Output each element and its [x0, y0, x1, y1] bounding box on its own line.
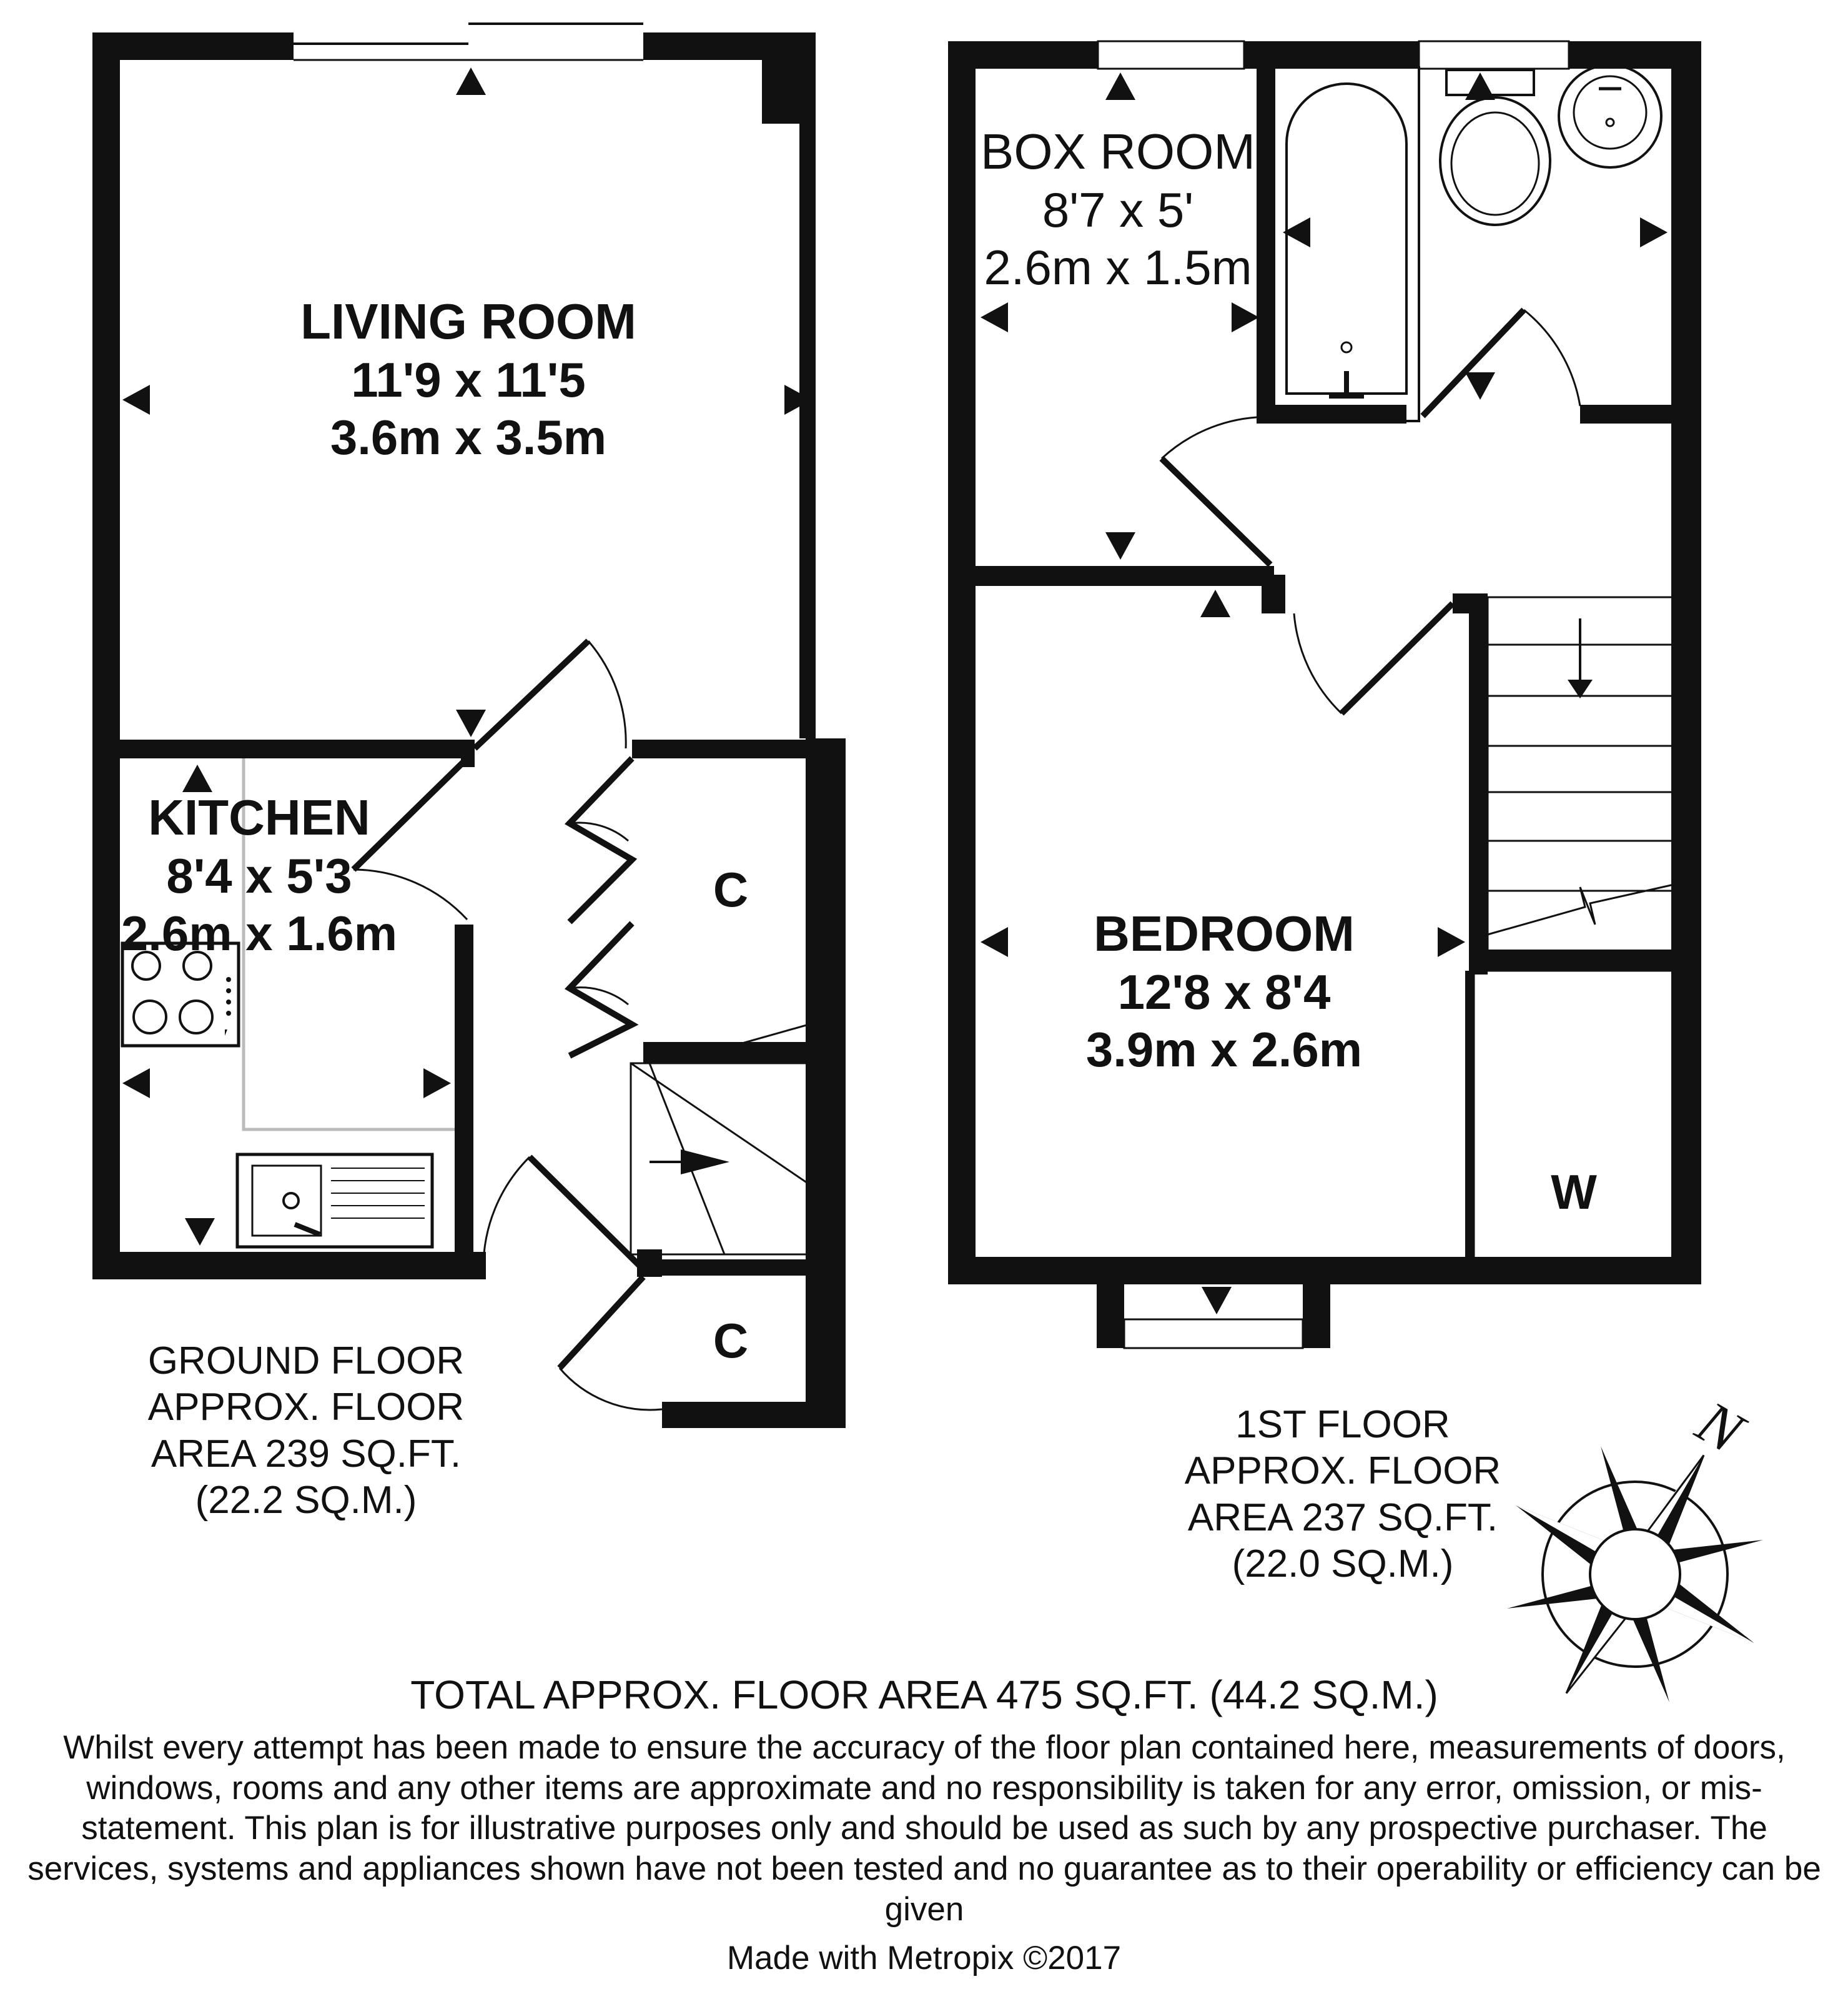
stair-line: [631, 1063, 813, 1187]
ground-wall-west: [92, 32, 120, 1279]
floor-area-sqm: (22.2 SQ.M.): [195, 1479, 417, 1522]
cupboard-label: C: [713, 1313, 749, 1368]
door-swing: [1524, 310, 1580, 406]
floor-title: 1ST FLOOR: [1235, 1403, 1450, 1446]
box-room-label: [962, 122, 1274, 296]
cupboard-label: C: [713, 862, 749, 917]
room-metric: 3.9m x 2.6m: [1085, 1022, 1363, 1078]
room-name: LIVING ROOM: [300, 294, 636, 349]
door-swing: [483, 1157, 530, 1271]
lower-cupboard-wall: [643, 1259, 831, 1276]
kitchen-label: [112, 788, 406, 962]
bath: [1274, 67, 1419, 421]
ground-wall-south-c: [662, 1402, 846, 1428]
floor-title: GROUND FLOOR: [147, 1339, 465, 1382]
wardrobe-door-panel: [1465, 1118, 1474, 1268]
total-floor-area: TOTAL APPROX. FLOOR AREA 475 SQ.FT. (44.2 SQ.M.): [410, 1672, 1438, 1717]
basin-drain: [1606, 119, 1614, 126]
room-imperial: 8'4 x 5'3: [166, 848, 352, 904]
box-room-door: [1162, 459, 1270, 565]
living-room-label: [287, 292, 650, 466]
disclaimer-text: Whilst every attempt has been made to ensure the accuracy of the floor plan contained here, measurements of doors, windows, rooms and any other items are approximate and no responsibility is taken for any error, omission, or mis-statement. This plan is for illustrative purposes only and should be used as such by any prospective purchaser. The services, systems and appliances shown have not been tested and no guarantee as to their operability or efficiency can be given: [27, 1729, 1821, 1928]
ground-floor-area: [112, 1338, 500, 1524]
kitchen-east-wall: [455, 925, 473, 1256]
door-swing: [1294, 613, 1342, 713]
toilet-seat: [1451, 112, 1539, 215]
ground-wall-north-left: [92, 32, 294, 60]
bay-wall: [1097, 1279, 1124, 1348]
front-door: [530, 1157, 642, 1268]
door-swing: [1162, 417, 1257, 459]
room-imperial: 12'8 x 8'4: [1117, 965, 1331, 1020]
door-swing: [560, 1368, 662, 1410]
wardrobe-door-panel: [1465, 971, 1474, 1121]
first-wall-south: [948, 1257, 1303, 1284]
bathroom-door: [1423, 310, 1524, 416]
hob-knob: [225, 1029, 227, 1036]
compass-north-letter: N: [1686, 1387, 1754, 1466]
credit-text: Made with Metropix ©2017: [726, 1940, 1122, 1977]
room-imperial: 8'7 x 5': [1042, 182, 1194, 238]
room-name: BEDROOM: [1094, 906, 1355, 961]
room-metric: 3.6m x 3.5m: [330, 410, 607, 465]
wardrobe-label: W: [1551, 1164, 1597, 1219]
ground-wall-east-lower: [806, 738, 846, 1428]
bay-wall: [1303, 1279, 1330, 1348]
window-bedroom: [1124, 1319, 1303, 1348]
floor-approx: APPROX. FLOOR: [147, 1386, 465, 1429]
room-metric: 2.6m x 1.6m: [121, 906, 398, 961]
floor-area-sqft: AREA 239 SQ.FT.: [151, 1432, 462, 1476]
stair-wall-west: [1469, 593, 1488, 975]
room-metric: 2.6m x 1.5m: [984, 240, 1252, 295]
stair-break: [1488, 885, 1674, 935]
sink-bowl: [252, 1166, 321, 1236]
bedroom-label: [1049, 905, 1399, 1078]
floor-area-sqft: AREA 237 SQ.FT.: [1187, 1496, 1498, 1539]
ground-wall-east-upper: [799, 32, 816, 738]
bath-drain: [1342, 342, 1351, 352]
hob-ring: [134, 1001, 166, 1033]
bathroom-south-wall: [1580, 405, 1686, 424]
room-imperial: 11'9 x 11'5: [351, 352, 586, 408]
tap: [295, 1224, 320, 1234]
stair-wall-bottom: [1469, 950, 1681, 971]
sink-drain: [284, 1193, 299, 1208]
living-door: [475, 641, 588, 748]
room-name: BOX ROOM: [980, 124, 1256, 179]
floor-area-sqm: (22.0 SQ.M.): [1232, 1542, 1454, 1586]
toilet-bowl: [1440, 97, 1550, 225]
box-bedroom-wall: [962, 566, 1274, 586]
ground-wall-south: [92, 1252, 486, 1279]
basin-bowl: [1574, 76, 1646, 149]
first-floor-area: [1149, 1402, 1536, 1588]
first-wall-south: [1303, 1257, 1701, 1284]
floor-approx: APPROX. FLOOR: [1184, 1449, 1501, 1493]
window-bathroom: [1419, 41, 1569, 69]
door-swing: [588, 641, 626, 748]
first-wall-east: [1671, 41, 1701, 1284]
lower-cupboard-door: [560, 1277, 643, 1368]
cupboard-bifold-door: [570, 758, 632, 922]
understairs-cupboard: [631, 1063, 813, 1254]
first-wall-north: [948, 41, 1098, 69]
cupboard-top-wall: [632, 740, 813, 758]
bedroom-door: [1342, 603, 1453, 713]
window-box-room: [1098, 41, 1244, 69]
living-kitchen-wall: [106, 740, 475, 758]
hob-ring: [180, 1001, 212, 1033]
room-name: KITCHEN: [148, 790, 370, 845]
stair-arrow: [681, 1149, 729, 1174]
door-post: [1262, 575, 1285, 613]
